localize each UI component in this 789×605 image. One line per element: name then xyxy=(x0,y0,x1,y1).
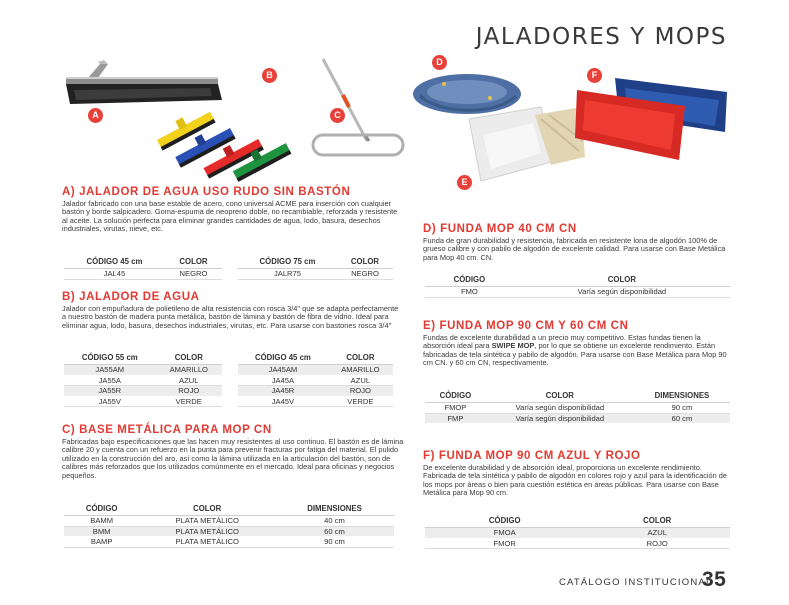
table-header: COLOR xyxy=(584,514,730,528)
table-row xyxy=(64,526,394,537)
table-row xyxy=(238,375,393,386)
section-c xyxy=(62,424,404,480)
section-d-desc: Funda de gran durabilidad y resistencia, fabricada en resistente lona de algodón 100% de grueso calibre y con pabilo de algodón de excelente calidad. Para usarse con Base Metálica para Mop 40 cm. CN. xyxy=(423,236,726,262)
badge-e: E xyxy=(457,175,472,190)
table-c xyxy=(64,502,394,548)
table-row xyxy=(425,403,730,414)
section-f-title: F) FUNDA MOP 90 CM AZUL Y ROJO xyxy=(423,450,641,462)
table-b-45 xyxy=(238,351,393,407)
table-cell: JA55AM xyxy=(64,365,156,376)
table-header: COLOR xyxy=(486,389,634,403)
table-cell: JA45V xyxy=(238,396,328,407)
table-e xyxy=(425,389,730,424)
table-cell: ROJO xyxy=(584,538,730,549)
table-cell: AZUL xyxy=(156,375,222,386)
section-f-desc: De excelente durabilidad y de absorción ideal, proporciona un excelente rendimiento. Fabricada de tela sintética y pabilo de algodón en colores rojo y azul para la identificación de los mops por áreas o bien para cuestión estética en áreas públicas. Para usarse con Base Metálica para Mop 90 cm. xyxy=(423,463,728,498)
section-a-desc: Jalador fabricado con una base estable de acero, cono universal ACME para inserción con cualquier bastón y borde salpicadero. Goma-espuma de neopreno doble, no recambiable, reforzada y resistente al aceite. La solución perfecta para eliminar grandes cantidades de agua, lodo, basura, desechos industriales, virutas, nieve, etc. xyxy=(62,199,398,234)
table-row xyxy=(238,386,393,397)
table-cell: 60 cm xyxy=(634,413,730,424)
table-cell: JAL45 xyxy=(64,269,165,280)
table-header: CÓDIGO 75 cm xyxy=(238,255,337,269)
badge-c: C xyxy=(330,108,345,123)
table-header: CÓDIGO xyxy=(64,502,139,516)
table-cell: AMARILLO xyxy=(328,365,393,376)
table-cell: ROJO xyxy=(328,386,393,397)
table-cell: BAMP xyxy=(64,537,139,548)
table-cell: NEGRO xyxy=(337,269,393,280)
table-cell: FMP xyxy=(425,413,486,424)
section-b xyxy=(62,291,404,330)
table-cell: AZUL xyxy=(584,528,730,539)
table-cell: JALR75 xyxy=(238,269,337,280)
section-e-desc-b: , por lo que se obtiene un excelente rendimiento. Están fabricadas de tela sintética y pabilo de algodón. Para usarse con Base Metálica para Mop 90 cm CN. y 60 cm CN, respectivamente. xyxy=(423,341,727,368)
table-row xyxy=(238,396,393,407)
badge-b: B xyxy=(262,68,277,83)
table-cell: BAMM xyxy=(64,516,139,527)
table-row xyxy=(64,375,222,386)
table-row xyxy=(238,269,393,280)
table-b-55 xyxy=(64,351,222,407)
table-cell: PLATA METÁLICO xyxy=(139,537,275,548)
table-header: COLOR xyxy=(514,273,730,287)
table-row xyxy=(425,413,730,424)
badge-d: D xyxy=(432,55,447,70)
table-header: DIMENSIONES xyxy=(275,502,394,516)
table-cell: JA45A xyxy=(238,375,328,386)
section-a xyxy=(62,186,404,234)
table-header: COLOR xyxy=(139,502,275,516)
table-row xyxy=(64,365,222,376)
table-row xyxy=(64,516,394,527)
table-header: COLOR xyxy=(337,255,393,269)
page-number: 35 xyxy=(702,568,727,591)
table-row xyxy=(425,528,730,539)
table-cell: Varía según disponibilidad xyxy=(486,413,634,424)
badge-a: A xyxy=(88,108,103,123)
section-b-desc: Jalador con empuñadura de polietileno de alta resistencia con rosca 3/4" que se adapta perfectamente a nuestro bastón de madera punta metálica, bastón de lámina y bastón de fibra de vidrio. Ideal para eliminar agua, lodo, basura, desechos industriales, virutas, etc. Para usarse con bastones rosca 3/4" xyxy=(62,304,399,330)
table-cell: NEGRO xyxy=(165,269,222,280)
table-cell: JA55V xyxy=(64,396,156,407)
table-a-75 xyxy=(238,255,393,280)
table-cell: AZUL xyxy=(328,375,393,386)
section-a-title: A) JALADOR DE AGUA USO RUDO SIN BASTÓN xyxy=(62,186,351,198)
table-cell: AMARILLO xyxy=(156,365,222,376)
page-title: JALADORES Y MOPS xyxy=(475,24,727,50)
table-cell: VERDE xyxy=(328,396,393,407)
red-blue-mops-image xyxy=(575,72,735,167)
table-row xyxy=(64,386,222,397)
table-header: COLOR xyxy=(165,255,222,269)
table-cell: 90 cm xyxy=(275,537,394,548)
section-e-desc-a: Fundas de excelente durabilidad a un precio muy competitivo. Estas fundas tienen la absorción ideal para xyxy=(423,333,701,351)
table-row xyxy=(64,396,222,407)
table-row xyxy=(64,269,222,280)
table-cell: Varía según disponibilidad xyxy=(486,403,634,414)
table-header: CÓDIGO xyxy=(425,389,486,403)
section-e-title: E) FUNDA MOP 90 CM Y 60 CM CN xyxy=(423,320,629,332)
table-header: DIMENSIONES xyxy=(634,389,730,403)
table-row xyxy=(238,365,393,376)
white-mop-image xyxy=(463,105,588,185)
footer-label: CATÁLOGO INSTITUCIONAL xyxy=(559,577,713,588)
table-cell: PLATA METÁLICO xyxy=(139,526,275,537)
section-e-desc xyxy=(423,334,733,368)
table-cell: ROJO xyxy=(156,386,222,397)
table-row xyxy=(64,537,394,548)
table-cell: 60 cm xyxy=(275,526,394,537)
table-row xyxy=(425,538,730,549)
colored-squeegees-image xyxy=(150,70,300,185)
table-d xyxy=(425,273,730,298)
section-e-desc-bold: SWIPE MOP xyxy=(491,341,535,351)
table-cell: JA45R xyxy=(238,386,328,397)
table-cell: 90 cm xyxy=(634,403,730,414)
section-b-title: B) JALADOR DE AGUA xyxy=(62,291,200,303)
table-header: COLOR xyxy=(328,351,393,365)
table-cell: JA55A xyxy=(64,375,156,386)
table-cell: 40 cm xyxy=(275,516,394,527)
table-header: CÓDIGO xyxy=(425,273,514,287)
table-cell: Varía según disponibilidad xyxy=(514,287,730,298)
table-cell: FMO xyxy=(425,287,514,298)
section-e xyxy=(423,320,733,368)
table-cell: FMOA xyxy=(425,528,584,539)
table-header: CÓDIGO 45 cm xyxy=(64,255,165,269)
table-cell: FMOR xyxy=(425,538,584,549)
table-cell: PLATA METÁLICO xyxy=(139,516,275,527)
table-cell: BMM xyxy=(64,526,139,537)
table-f xyxy=(425,514,730,549)
badge-f: F xyxy=(587,68,602,83)
table-cell: JA45AM xyxy=(238,365,328,376)
section-f xyxy=(423,450,733,498)
table-a-45 xyxy=(64,255,222,280)
table-cell: VERDE xyxy=(156,396,222,407)
table-cell: FMOP xyxy=(425,403,486,414)
table-row xyxy=(425,287,730,298)
section-c-desc: Fabricadas bajo especificaciones que las hacen muy resistentes al uso continuo. El bastón es de lámina calibre 20 y cuenta con un refuerzo en la punta para prevenir fracturas por fatiga del material. El pulido utilizado en la construcción del aro, así como la lámina utilizada en la articulación del bastón, son de calibres más reforzados que los utilizados comúnmente en el mercado. Ideal para oficinas y negocios pequeños. xyxy=(62,437,404,480)
table-header: CÓDIGO 45 cm xyxy=(238,351,328,365)
section-d-title: D) FUNDA MOP 40 CM CN xyxy=(423,223,577,235)
table-header: CÓDIGO xyxy=(425,514,584,528)
table-header: COLOR xyxy=(156,351,222,365)
table-cell: JA55R xyxy=(64,386,156,397)
mop-frame-image xyxy=(305,55,410,165)
table-header: CÓDIGO 55 cm xyxy=(64,351,156,365)
section-d xyxy=(423,223,733,262)
section-c-title: C) BASE METÁLICA PARA MOP CN xyxy=(62,424,272,436)
